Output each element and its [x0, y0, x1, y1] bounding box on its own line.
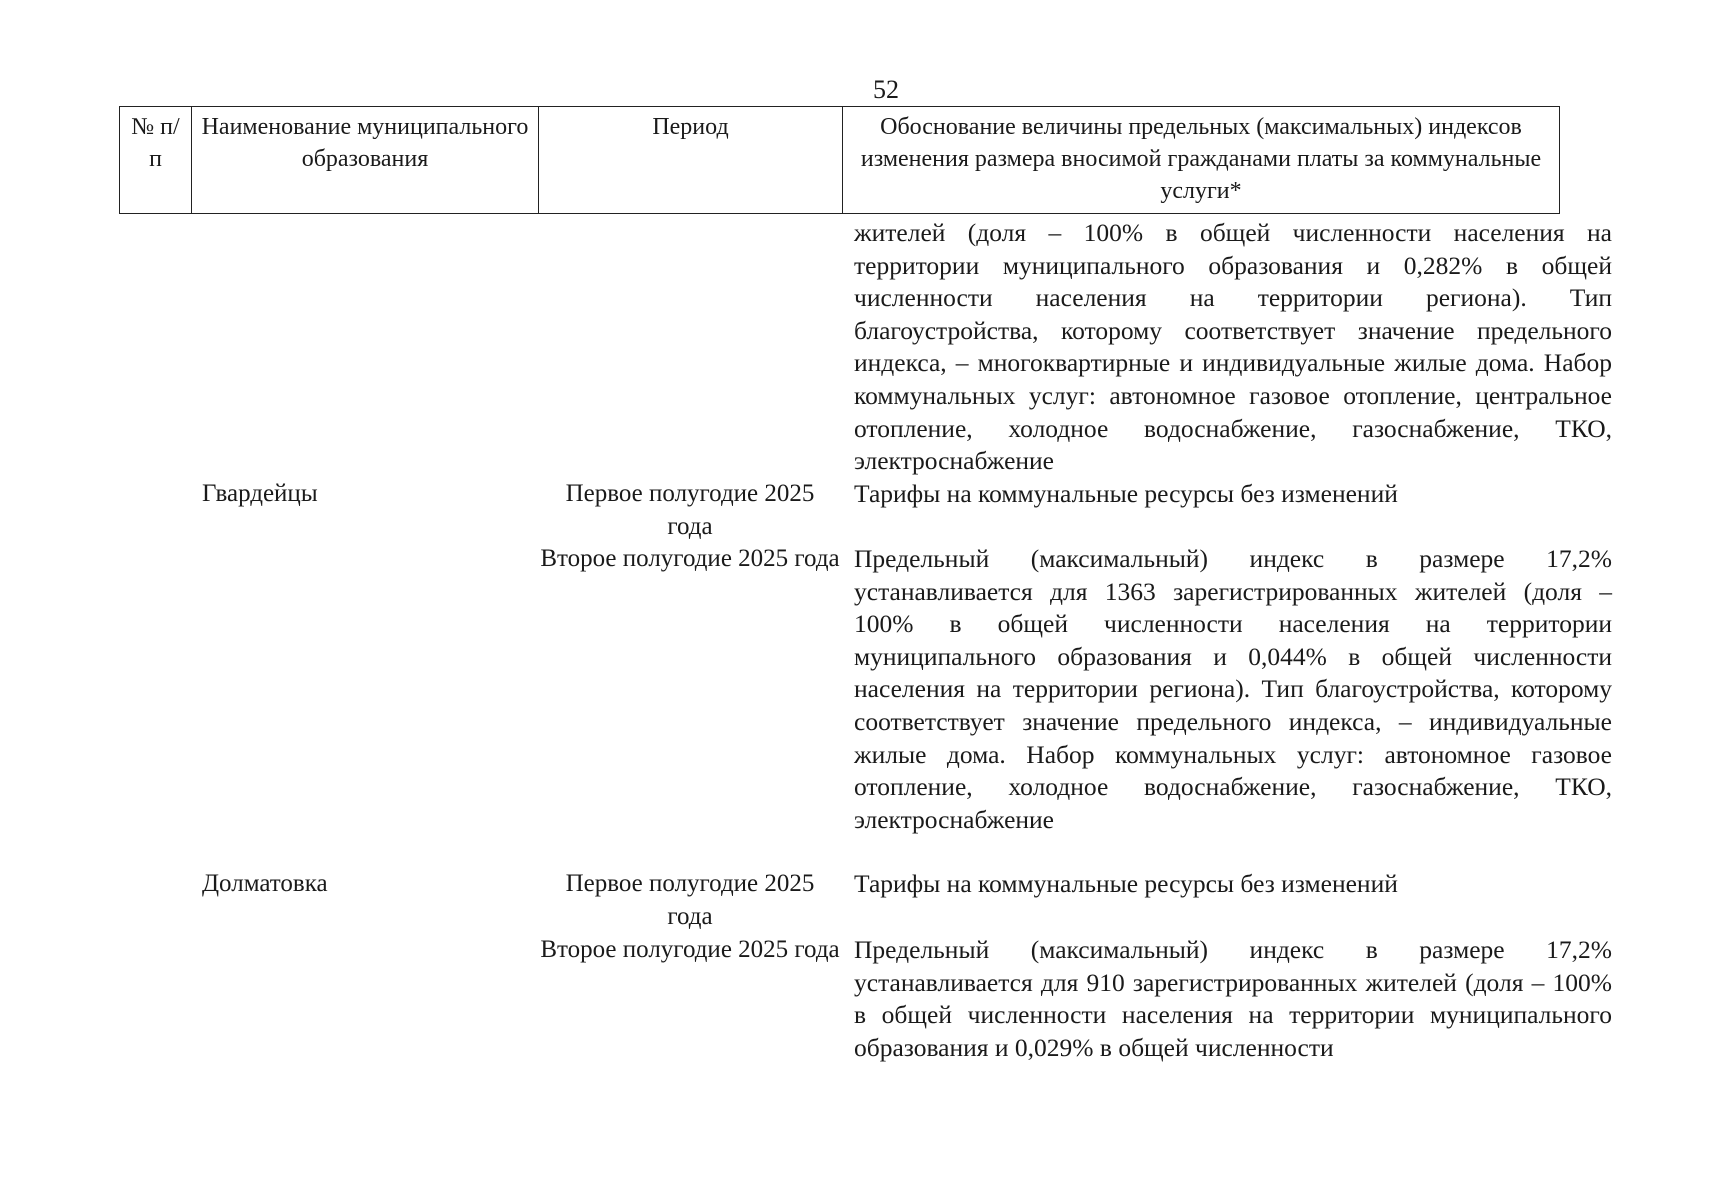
period-dolmatovka-second-half: Второе полугодие 2025 года	[540, 936, 840, 963]
page-number: 52	[873, 75, 899, 104]
period-gvardeitsy-second-half: Второе полугодие 2025 года	[540, 545, 840, 572]
period-dolmatovka-first-half: Первое полугодие 2025 года	[565, 870, 815, 930]
header-col-period: Период	[539, 107, 843, 214]
basis-gvardeitsy-second-half: Предельный (максимальный) индекс в размере 17,2% устанавливается для 1363 зарегистрированных жителей (доля – 100% в общей численности населения на территории муниципального образования и 0,044% в общей численности населения на территории региона). Тип благоустройства, которому соответствует значение предельного индекса, – индивидуальные жилые дома. Набор коммунальных услуг: автономное газовое отопление, холодное водоснабжение, газоснабжение, ТКО, электроснабжение	[854, 544, 1612, 834]
header-col-municipality: Наименование муниципального образования	[192, 107, 539, 214]
header-col-basis: Обоснование величины предельных (максимальных) индексов изменения размера вносимой гражданами платы за коммунальные услуги*	[843, 107, 1560, 214]
header-col-number: № п/п	[120, 107, 192, 214]
table-header	[119, 106, 1560, 214]
continuation-basis-text: жителей (доля – 100% в общей численности населения на территории муниципального образования и 0,282% в общей численности населения на территории региона). Тип благоустройства, которому соответствует значение предельного индекса, – многоквартирные и индивидуальные жилые дома. Набор коммунальных услуг: автономное газовое отопление, центральное отопление, холодное водоснабжение, газоснабжение, ТКО, электроснабжение	[854, 218, 1612, 476]
period-gvardeitsy-first-half: Первое полугодие 2025 года	[565, 480, 815, 540]
basis-dolmatovka-first-half: Тарифы на коммунальные ресурсы без изменений	[854, 869, 1398, 898]
basis-gvardeitsy-first-half: Тарифы на коммунальные ресурсы без изменений	[854, 479, 1398, 508]
municipality-gvardeitsy: Гвардейцы	[202, 480, 318, 507]
basis-dolmatovka-second-half: Предельный (максимальный) индекс в размере 17,2% устанавливается для 910 зарегистрированных жителей (доля – 100% в общей численности населения на территории муниципального образования и 0,029% в общей численности	[854, 935, 1612, 1062]
municipality-dolmatovka: Долматовка	[202, 870, 328, 897]
